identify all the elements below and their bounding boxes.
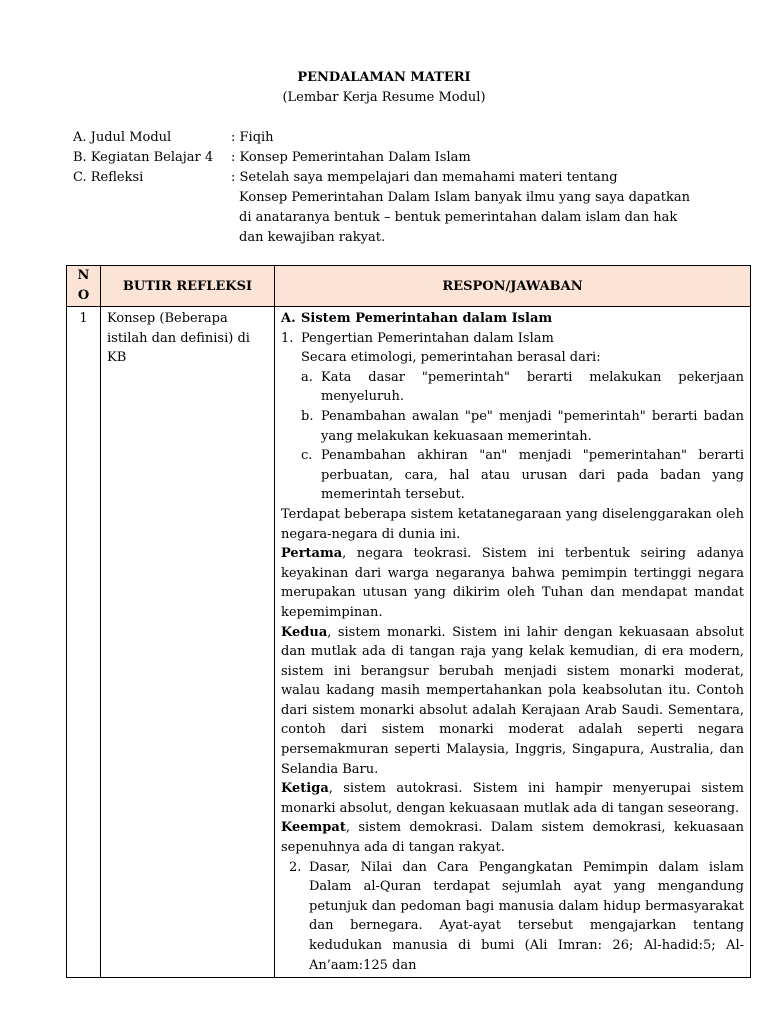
table-row bbox=[67, 307, 751, 978]
row-butir: Konsep (Beberapa istilah dan definisi) di KB bbox=[101, 307, 275, 978]
row-response bbox=[275, 307, 751, 978]
paragraph-keempat bbox=[281, 818, 744, 857]
reflection-line-3: di anataranya bentuk – bentuk pemerintahan dalam islam dan hak bbox=[239, 210, 678, 225]
list-item-b-text: Penambahan awalan "pe" menjadi "pemerintah" berarti badan yang melakukan kekuasaan memerintah. bbox=[321, 408, 744, 444]
item-2-text: Dasar, Nilai dan Cara Pengangkatan Pemimpin dalam islam Dalam al-Quran terdapat sejumlah ayat yang mengandung petunjuk dan pedoman bagi manusia dalam hidup bermasyarakat dan bernegara. Ayat-ayat tersebut mengajarkan tentang kedudukan manusia di bumi (Ali Imran: 26; Al-hadid:5; Al- An’aam:125 dan bbox=[309, 859, 744, 973]
ketiga-label: Ketiga bbox=[281, 781, 329, 797]
reflection-line-4: dan kewajiban rakyat. bbox=[239, 230, 386, 245]
table-header-row bbox=[67, 266, 751, 307]
item-1 bbox=[281, 329, 744, 349]
intro-paragraph: Terdapat beberapa sistem ketatanegaraan yang diselenggarakan oleh negara-negara di dunia ini. bbox=[281, 506, 744, 542]
section-a-heading bbox=[281, 309, 744, 329]
module-title-value: : Fiqih bbox=[231, 130, 274, 145]
item-2-marker: 2. bbox=[289, 859, 302, 875]
page-subtitle: (Lembar Kerja Resume Modul) bbox=[282, 90, 486, 105]
etimologi-text: Secara etimologi, pemerintahan berasal dari: bbox=[301, 350, 601, 366]
kedua-text: , sistem monarki. Sistem ini lahir dengan kekuasaan absolut dan mutlak ada di tangan raja yang kelak kemudian, di era modern, sistem ini berangsur berubah menjadi sistem monarki moderat, walau kadang masih mempertahankan pola keabsolutan itu. Contoh dari sistem monarki absolut adalah Kerajaan Arab Saudi. Sementara, contoh dari sistem monarki moderat adalah seperti negara persemakmuran seperti Malaysia, Inggris, Singapura, Australia, dan Selandia Baru. bbox=[281, 624, 744, 777]
learning-activity-label: B. Kegiatan Belajar 4 bbox=[73, 150, 214, 165]
kedua-label: Kedua bbox=[281, 624, 328, 640]
reflection-value: : Setelah saya mempelajari dan memahami materi tentang bbox=[231, 170, 618, 185]
header-butir-refleksi: BUTIR REFLEKSI bbox=[101, 266, 275, 307]
reflection-table bbox=[66, 265, 751, 978]
section-a-title: Sistem Pemerintahan dalam Islam bbox=[301, 311, 553, 326]
paragraph-ketiga bbox=[281, 779, 744, 818]
module-title-row bbox=[73, 128, 691, 148]
pertama-text: , negara teokrasi. Sistem ini terbentuk seiring adanya keyakinan dari warga negaranya bahwa pemimpin tertinggi negara merupakan utusan yang dikirim oleh Tuhan dan mendapat mandat kepemimpinan. bbox=[281, 546, 744, 620]
list-item-b-marker: b. bbox=[301, 408, 314, 424]
ketiga-text: , sistem autokrasi. Sistem ini hampir menyerupai sistem monarki absolut, dengan kekuasaan mutlak ada di tangan seseorang. bbox=[281, 781, 744, 816]
paragraph-kedua bbox=[281, 623, 744, 780]
list-item-a-text: Kata dasar "pemerintah" berarti melakukan pekerjaan menyeluruh. bbox=[321, 369, 744, 405]
header-respon-jawaban: RESPON/JAWABAN bbox=[275, 266, 751, 307]
learning-activity-value: : Konsep Pemerintahan Dalam Islam bbox=[231, 150, 471, 165]
module-info bbox=[73, 128, 691, 248]
header-no: N O bbox=[67, 266, 101, 307]
item-2 bbox=[281, 858, 744, 976]
module-title-label: A. Judul Modul bbox=[73, 130, 172, 145]
reflection-label: C. Refleksi bbox=[73, 170, 144, 185]
list-item-a bbox=[281, 368, 744, 407]
page-title: PENDALAMAN MATERI bbox=[297, 70, 471, 85]
list-item-c-marker: c. bbox=[301, 448, 313, 464]
item-1-title: Pengertian Pemerintahan dalam Islam bbox=[301, 330, 554, 346]
keempat-label: Keempat bbox=[281, 820, 346, 836]
list-item-b bbox=[281, 407, 744, 446]
keempat-text: , sistem demokrasi. Dalam sistem demokrasi, kekuasaan sepenuhnya ada di tangan rakyat. bbox=[281, 820, 744, 856]
section-a-marker: A. bbox=[281, 311, 296, 326]
row-number: 1 bbox=[67, 307, 101, 978]
pertama-label: Pertama bbox=[281, 546, 343, 562]
list-item-a-marker: a. bbox=[301, 369, 313, 385]
learning-activity-row bbox=[73, 148, 691, 168]
reflection-row bbox=[73, 168, 691, 188]
list-item-c-text: Penambahan akhiran "an" menjadi "pemerintahan" berarti perbuatan, cara, hal atau urusan dari pada badan yang memerintah tersebut. bbox=[321, 448, 744, 503]
reflection-line-2: Konsep Pemerintahan Dalam Islam banyak ilmu yang saya dapatkan bbox=[239, 190, 690, 205]
list-item-c bbox=[281, 446, 744, 505]
paragraph-pertama bbox=[281, 544, 744, 622]
item-1-marker: 1. bbox=[281, 330, 294, 346]
